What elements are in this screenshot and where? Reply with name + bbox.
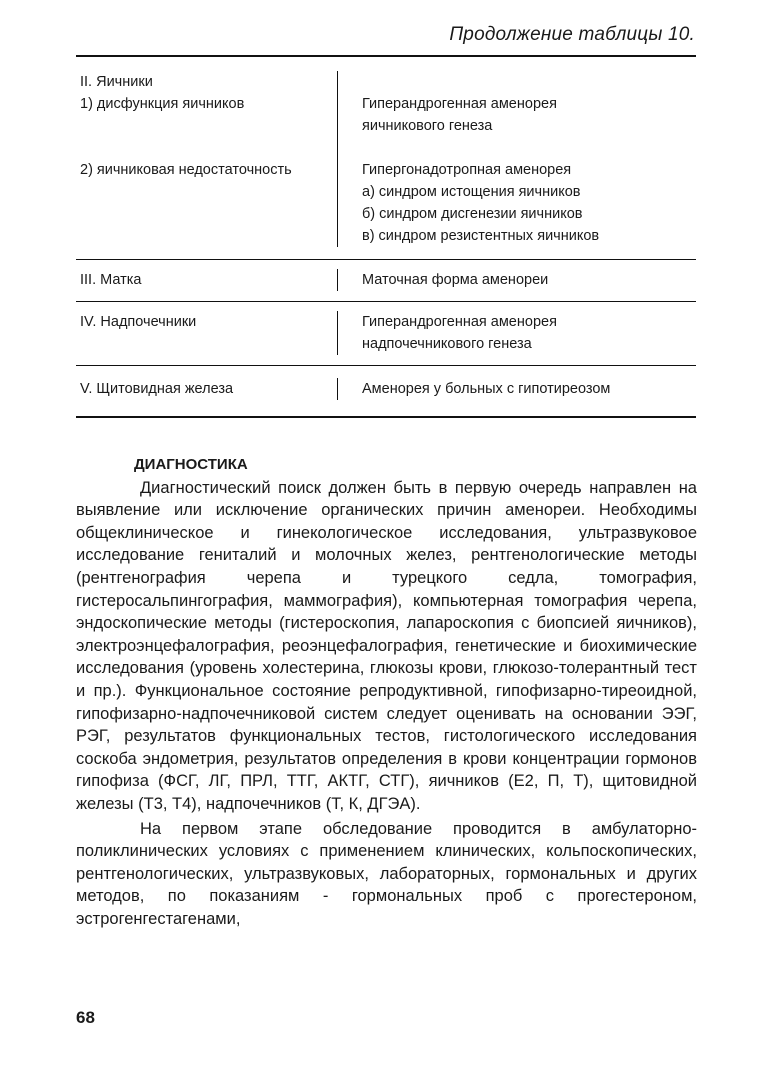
section-heading: ДИАГНОСТИКА (134, 456, 248, 473)
cell-line: б) синдром дисгенезии яичников (362, 206, 583, 222)
table-cell-category (76, 269, 338, 291)
table-cell-form (338, 378, 696, 400)
cell-line: 1) дисфункция яичников (80, 96, 245, 112)
cell-line: яичникового генеза (362, 118, 493, 134)
cell-line: в) синдром резистентных яичников (362, 228, 600, 244)
paragraph: Диагностический поиск должен быть в первую очередь направлен на выявление или исключение органических причин аменореи. Необходимы общеклиническое и гинекологическое исследования, ультразвуковое исследование гениталий и молочных желез, рентгенологические методы (рентгенография черепа и турецкого седла, томография, гистеросальпингография, маммография), компьютерная томография черепа, эндоскопические методы (гистероскопия, лапароскопия с биопсией яичников), электроэнцефалография, реоэнцефалография, генетические и биохимические исследования (уровень холестерина, глюкозы крови, глюкозо-толерантный тест и пр.). Функциональное состояние репродуктивной, гипофизарно-тиреоидной, гипофизарно-надпочечниковой систем следует оценивать на основании ЭЭГ, РЭГ, результатов функциональных тестов, гистологического исследования соскоба эндометрия, результатов определения в крови концентрации гормонов гипофиза (ФСГ, ЛГ, ПРЛ, ТТГ, АКТГ, СТГ), яичников (Е2, П, Т), щитовидной железы (Т3, Т4), надпочечников (Т, К, ДГЭА). (76, 478, 697, 813)
cell-line: II. Яичники (80, 74, 153, 90)
table-cell-form (338, 311, 696, 355)
table-continuation-header: Продолжение таблицы 10. (449, 24, 695, 45)
cell-line: а) синдром истощения яичников (362, 184, 581, 200)
table-cell-form (338, 269, 696, 291)
table-cell-category (76, 378, 338, 400)
diagnostics-section (76, 454, 697, 930)
table-row (76, 57, 696, 259)
table-cell-category (76, 71, 338, 247)
table-row (76, 365, 696, 416)
paragraph: На первом этапе обследование проводится в амбулаторно-поликлинических условиях с применением клинических, кольпоскопических, рентгенологических, ультразвуковых, лабораторных, гормональных и других методов, по показаниям - гормональных проб с прогестероном, эстрогенгестагенами, (76, 819, 697, 928)
table-cell-category (76, 311, 338, 355)
cell-line: Аменорея у больных с гипотиреозом (362, 381, 611, 397)
cell-line: Гипергонадотропная аменорея (362, 162, 572, 178)
table-cell-form (338, 71, 696, 247)
cell-line: Маточная форма аменореи (362, 272, 549, 288)
page-number: 68 (76, 1008, 95, 1027)
cell-line: Гиперандрогенная аменорея (362, 314, 557, 330)
cell-line: Гиперандрогенная аменорея (362, 96, 557, 112)
cell-line: IV. Надпочечники (80, 314, 197, 330)
table-row (76, 301, 696, 365)
table-row (76, 259, 696, 301)
cell-line: 2) яичниковая недостаточность (80, 162, 292, 178)
amenorrhea-table (76, 55, 696, 418)
cell-line: надпочечникового генеза (362, 336, 532, 352)
cell-line: III. Матка (80, 272, 142, 288)
cell-line: V. Щитовидная железа (80, 381, 234, 397)
